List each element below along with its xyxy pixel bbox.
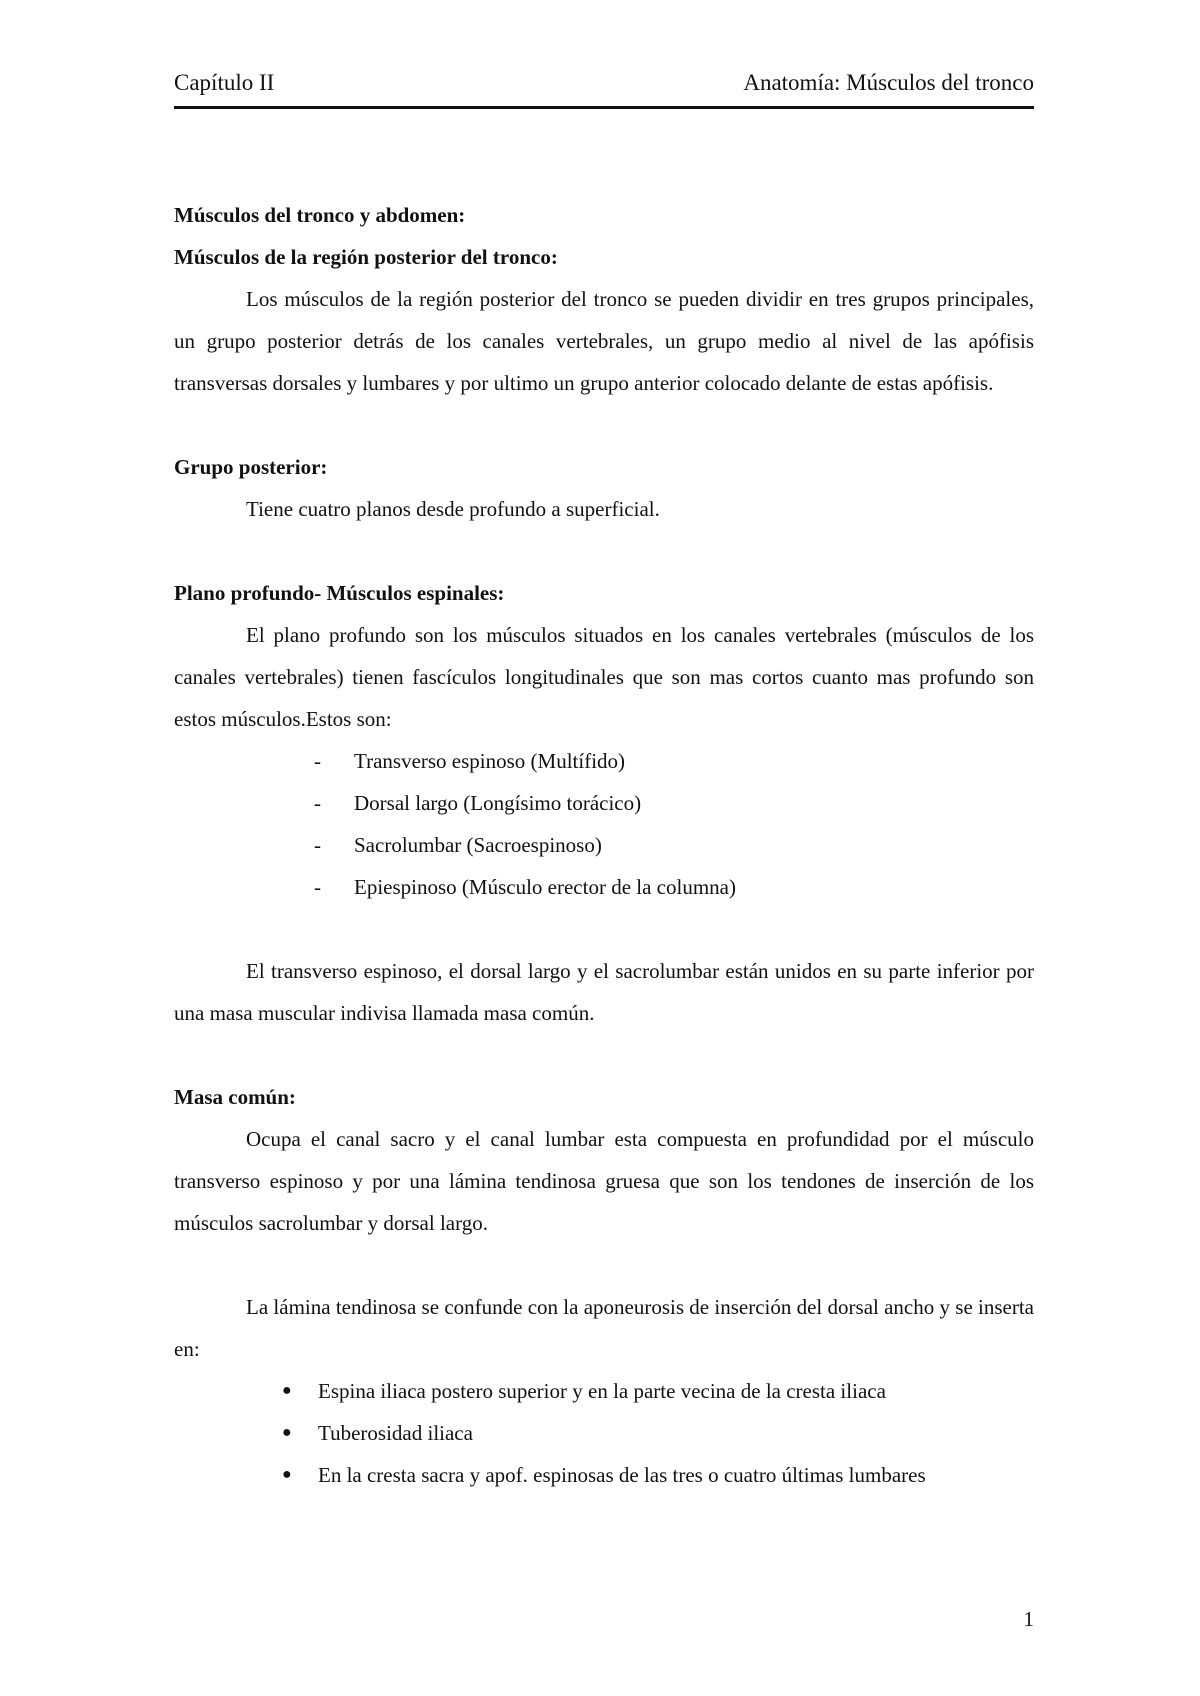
list-item xyxy=(174,782,1034,824)
dash-marker: - xyxy=(314,791,321,815)
section-heading-posterior-group: Grupo posterior: xyxy=(174,455,328,479)
section-heading-trunk-abdomen: Músculos del tronco y abdomen: xyxy=(174,203,466,227)
muscle-dash-list xyxy=(174,740,1034,908)
chapter-label: Capítulo II xyxy=(174,70,275,95)
bullet-icon: ● xyxy=(282,1424,292,1441)
list-item-text: Espina iliaca postero superior y en la parte vecina de la cresta iliaca xyxy=(318,1379,886,1403)
dash-marker: - xyxy=(314,833,321,857)
header-section-title: Anatomía: Músculos del tronco xyxy=(743,70,1034,95)
section-heading-posterior-region: Músculos de la región posterior del tronco: xyxy=(174,245,558,269)
list-item xyxy=(174,866,1034,908)
section-heading-common-mass: Masa común: xyxy=(174,1085,296,1109)
document-body xyxy=(174,194,1034,1496)
list-item-text: Epiespinoso (Músculo erector de la columna) xyxy=(354,875,736,899)
bullet-icon: ● xyxy=(282,1466,292,1483)
list-item xyxy=(174,824,1034,866)
list-item-text: Dorsal largo (Longísimo torácico) xyxy=(354,791,642,815)
page-number: 1 xyxy=(1023,1607,1034,1631)
section-heading-deep-plane: Plano profundo- Músculos espinales: xyxy=(174,581,505,605)
bullet-icon: ● xyxy=(282,1382,292,1399)
union-paragraph: El transverso espinoso, el dorsal largo y el sacrolumbar están unidos en su parte inferior por una masa muscular indivisa llamada masa común. xyxy=(174,959,1034,1025)
list-item-text: En la cresta sacra y apof. espinosas de las tres o cuatro últimas lumbares xyxy=(318,1463,926,1487)
insertion-bullet-list xyxy=(174,1370,1034,1496)
page-header xyxy=(174,70,1034,109)
dash-marker: - xyxy=(314,749,321,773)
list-item-text: Sacrolumbar (Sacroespinoso) xyxy=(354,833,602,857)
list-item xyxy=(174,1412,1034,1454)
list-item-text: Transverso espinoso (Multífido) xyxy=(354,749,626,773)
list-item-text: Tuberosidad iliaca xyxy=(318,1421,473,1445)
tendinous-lamina-paragraph: La lámina tendinosa se confunde con la aponeurosis de inserción del dorsal ancho y se inserta en: xyxy=(174,1295,1034,1361)
posterior-group-paragraph: Tiene cuatro planos desde profundo a superficial. xyxy=(246,497,660,521)
list-item xyxy=(174,1454,1034,1496)
dash-marker: - xyxy=(314,875,321,899)
common-mass-paragraph: Ocupa el canal sacro y el canal lumbar esta compuesta en profundidad por el músculo transverso espinoso y por una lámina tendinosa gruesa que son los tendones de inserción de los músculos sacrolumbar y dorsal largo. xyxy=(174,1127,1034,1235)
list-item xyxy=(174,1370,1034,1412)
list-item xyxy=(174,740,1034,782)
deep-plane-paragraph: El plano profundo son los músculos situados en los canales vertebrales (músculos de los canales vertebrales) tienen fascículos longitudinales que son mas cortos cuanto mas profundo son estos músculos.Estos son: xyxy=(174,623,1034,731)
intro-paragraph: Los músculos de la región posterior del tronco se pueden dividir en tres grupos principales, un grupo posterior detrás de los canales vertebrales, un grupo medio al nivel de las apófisis transversas dorsales y lumbares y por ultimo un grupo anterior colocado delante de estas apófisis. xyxy=(174,287,1034,395)
